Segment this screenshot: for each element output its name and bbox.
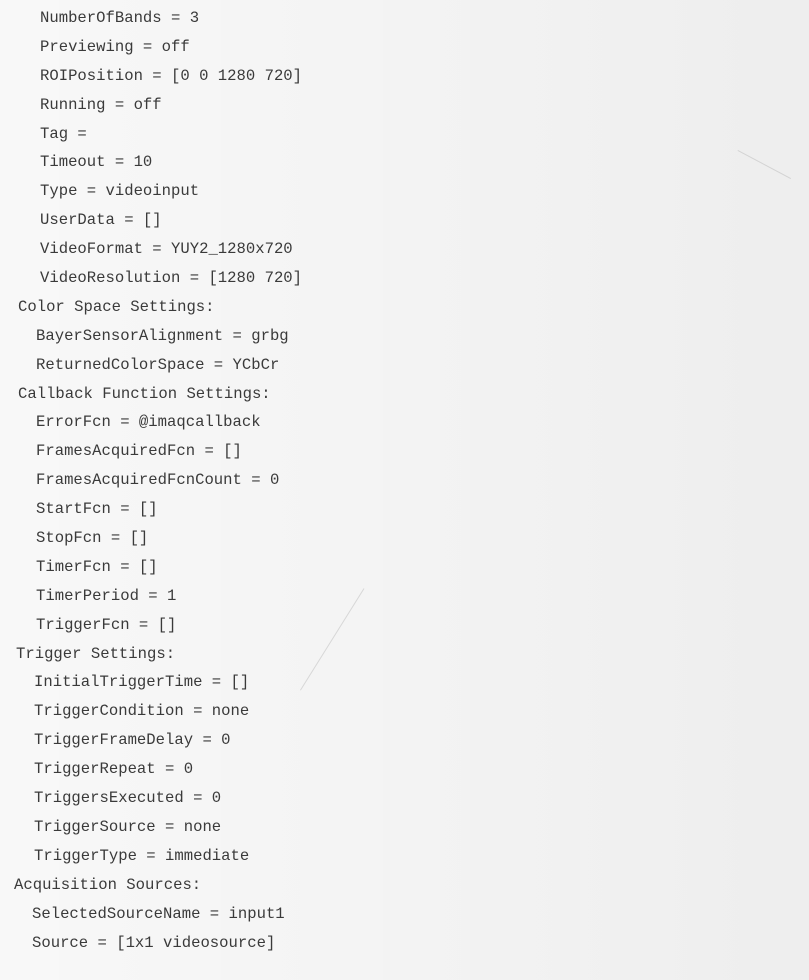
property-line: Type = videoinput (40, 182, 200, 201)
section-heading-color-space: Color Space Settings: (18, 297, 215, 316)
property-line: Timeout = 10 (40, 153, 153, 172)
property-line: TriggerFcn = [] (36, 615, 177, 634)
property-line: TriggerRepeat = 0 (34, 760, 194, 779)
property-line: ROIPosition = [0 0 1280 720] (40, 66, 303, 85)
property-line: TriggerFrameDelay = 0 (34, 731, 231, 750)
property-line: ErrorFcn = @imaqcallback (36, 413, 261, 432)
section-heading-acquisition: Acquisition Sources: (14, 875, 202, 894)
property-line: Source = [1x1 videosource] (32, 933, 276, 952)
property-line: NumberOfBands = 3 (40, 9, 200, 27)
property-line: FramesAcquiredFcn = [] (36, 442, 242, 461)
section-heading-trigger: Trigger Settings: (16, 644, 176, 663)
property-line: TimerFcn = [] (36, 557, 158, 576)
property-line: UserData = [] (40, 211, 162, 230)
property-listing (0, 4, 800, 957)
property-line: TriggerType = immediate (34, 846, 250, 865)
property-line: ReturnedColorSpace = YCbCr (36, 355, 280, 374)
property-line: Previewing = off (40, 37, 190, 56)
property-line: TriggerCondition = none (34, 702, 250, 721)
property-line: StopFcn = [] (36, 529, 149, 548)
property-line: TriggerSource = none (34, 817, 222, 836)
property-line: TriggersExecuted = 0 (34, 789, 222, 808)
property-line: BayerSensorAlignment = grbg (36, 326, 289, 345)
property-line: VideoResolution = [1280 720] (40, 269, 303, 288)
property-line: InitialTriggerTime = [] (34, 673, 250, 692)
section-heading-callback: Callback Function Settings: (18, 384, 271, 403)
property-line: FramesAcquiredFcnCount = 0 (36, 471, 280, 490)
property-line: Running = off (40, 95, 162, 114)
property-line: StartFcn = [] (36, 500, 158, 519)
property-line: Tag = (40, 124, 87, 143)
property-line: SelectedSourceName = input1 (32, 904, 285, 923)
property-line: TimerPeriod = 1 (36, 586, 177, 605)
property-line: VideoFormat = YUY2_1280x720 (40, 240, 293, 259)
